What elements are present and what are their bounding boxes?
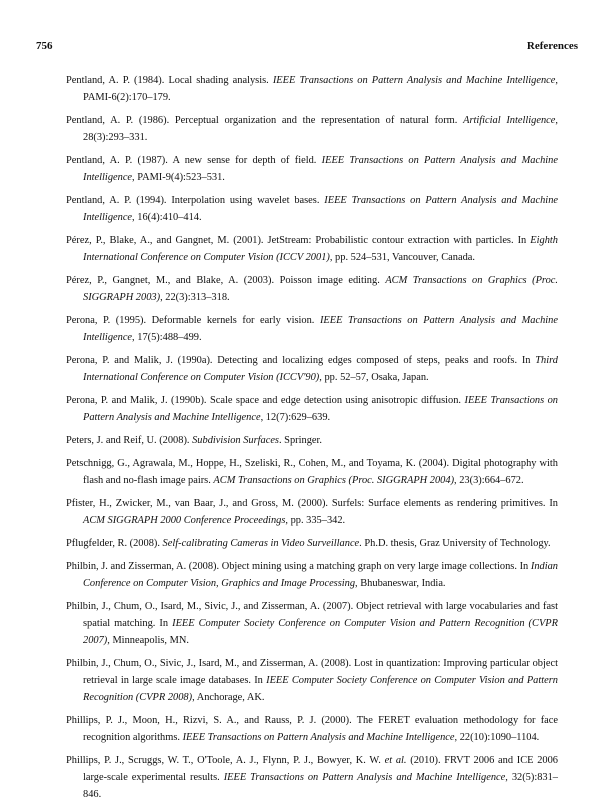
reference-text: Philbin, J. and Zisserman, A. (2008). Object mining using a matching graph on very large image collections. In [66,561,531,572]
reference-venue: IEEE Computer Society Conference on Computer Vision and Pattern Recognition (CVPR 2007) [83,618,558,646]
reference-text: . Springer. [278,435,322,446]
reference-venue: Artificial Intelligence [463,115,556,126]
reference-text: , 28(3):293–331. [83,115,558,143]
reference-text: Pérez, P., Gangnet, M., and Blake, A. (2003). Poisson image editing. [66,275,386,286]
reference-venue: ACM SIGGRAPH 2000 Conference Proceedings [83,515,286,526]
reference-entry [66,432,558,449]
reference-entry [66,455,558,489]
reference-venue: IEEE Transactions on Pattern Analysis and Machine Intelligence [83,155,558,183]
reference-venue: IEEE Transactions on Pattern Analysis and Machine Intelligence [223,772,506,783]
reference-text: , 17(5):488–499. [132,332,202,343]
reference-text: , pp. 52–57, Osaka, Japan. [319,372,429,383]
reference-text: , pp. 335–342. [285,515,346,526]
reference-entry [66,112,558,146]
reference-text: , 32(5):831–846. [83,772,558,800]
running-title: References [526,40,578,52]
reference-entry [66,712,558,746]
page-number: 756 [36,40,53,52]
reference-venue: et al. [384,755,407,766]
reference-text: Pflugfelder, R. (2008). [66,538,163,549]
reference-text: Perona, P. (1995). Deformable kernels for early vision. [66,315,320,326]
reference-entry [66,152,558,186]
reference-text: , 23(3):664–672. [454,475,524,486]
reference-entry [66,232,558,266]
reference-entry [66,272,558,306]
reference-entry [66,72,558,106]
reference-entry [66,558,558,592]
reference-entry [66,655,558,706]
reference-venue: Self-calibrating Cameras in Video Surveillance [162,538,360,549]
reference-entry [66,535,558,552]
reference-text: Perona, P. and Malik, J. (1990b). Scale space and edge detection using anisotropic diffusion. [66,395,465,406]
reference-list [66,72,558,809]
reference-venue: IEEE Transactions on Pattern Analysis and Machine Intelligence [83,195,558,223]
page-header [36,40,578,52]
reference-text: , 22(10):1090–1104. [454,732,540,743]
reference-venue: Third International Conference on Computer Vision (ICCV'90) [83,355,558,383]
reference-text: , Anchorage, AK. [192,692,265,703]
reference-venue: Indian Conference on Computer Vision, Graphics and Image Processing [83,561,558,589]
reference-text: Peters, J. and Reif, U. (2008). [66,435,193,446]
reference-text: , PAMI-9(4):523–531. [132,172,225,183]
reference-entry [66,495,558,529]
reference-entry [66,752,558,803]
reference-entry [66,312,558,346]
reference-text: , Minneapolis, MN. [107,635,189,646]
reference-venue: IEEE Computer Society Conference on Computer Vision and Pattern Recognition (CVPR 2008) [83,675,559,703]
reference-venue: ACM Transactions on Graphics (Proc. SIGGRAPH 2003) [83,275,558,303]
reference-text: Pfister, H., Zwicker, M., van Baar, J., and Gross, M. (2000). Surfels: Surface elements as rendering primitives. In [66,498,558,509]
reference-venue: IEEE Transactions on Pattern Analysis and Machine Intelligence [83,315,558,343]
reference-venue: ACM Transactions on Graphics (Proc. SIGGRAPH 2004) [213,475,455,486]
reference-text: , 12(7):629–639. [260,412,331,423]
reference-entry [66,598,558,649]
reference-venue: IEEE Transactions on Pattern Analysis and Machine Intelligence [272,75,556,86]
reference-text: Pérez, P., Blake, A., and Gangnet, M. (2001). JetStream: Probabilistic contour extraction with particles. In [66,235,531,246]
reference-text: Pentland, A. P. (1984). Local shading analysis. [66,75,273,86]
reference-text: , PAMI-6(2):170–179. [83,75,558,103]
reference-text: Philbin, J., Chum, O., Isard, M., Sivic, J., and Zisserman, A. (2007). Object retrieval with large vocabularies and fast spatial matching. In [66,601,558,629]
reference-text: Petschnigg, G., Agrawala, M., Hoppe, H., Szeliski, R., Cohen, M., and Toyama, K. (2004). Digital photography with flash and no-flash image pairs. [66,458,558,486]
reference-text: Perona, P. and Malik, J. (1990a). Detecting and localizing edges composed of steps, peaks and roofs. In [66,355,536,366]
reference-text: (2010). FRVT 2006 and ICE 2006 large-scale experimental results. [83,755,558,783]
reference-venue: IEEE Transactions on Pattern Analysis and Machine Intelligence [83,395,558,423]
reference-text: Pentland, A. P. (1987). A new sense for depth of field. [66,155,322,166]
reference-entry [66,392,558,426]
reference-text: , 16(4):410–414. [132,212,202,223]
reference-venue: Subdivision Surfaces [192,435,279,446]
reference-venue: IEEE Transactions on Pattern Analysis and Machine Intelligence [182,732,455,743]
reference-venue: Eighth International Conference on Computer Vision (ICCV 2001) [83,235,558,263]
reference-text: Phillips, P. J., Moon, H., Rizvi, S. A., and Rauss, P. J. (2000). The FERET evaluation methodology for face recognition algorithms. [66,715,558,743]
reference-entry [66,192,558,226]
reference-text: . Ph.D. thesis, Graz University of Technology. [359,538,551,549]
reference-text: Philbin, J., Chum, O., Sivic, J., Isard, M., and Zisserman, A. (2008). Lost in quantization: Improving particular object retrieval in large scale image databases. In [66,658,558,686]
reference-text: , 22(3):313–318. [160,292,230,303]
reference-text: Phillips, P. J., Scruggs, W. T., O'Toole, A. J., Flynn, P. J., Bowyer, K. W. [66,755,385,766]
reference-text: Pentland, A. P. (1994). Interpolation using wavelet bases. [66,195,325,206]
reference-text: , Bhubaneswar, India. [355,578,446,589]
reference-text: , pp. 524–531, Vancouver, Canada. [329,252,475,263]
reference-entry [66,352,558,386]
reference-text: Pentland, A. P. (1986). Perceptual organization and the representation of natural form. [66,115,464,126]
